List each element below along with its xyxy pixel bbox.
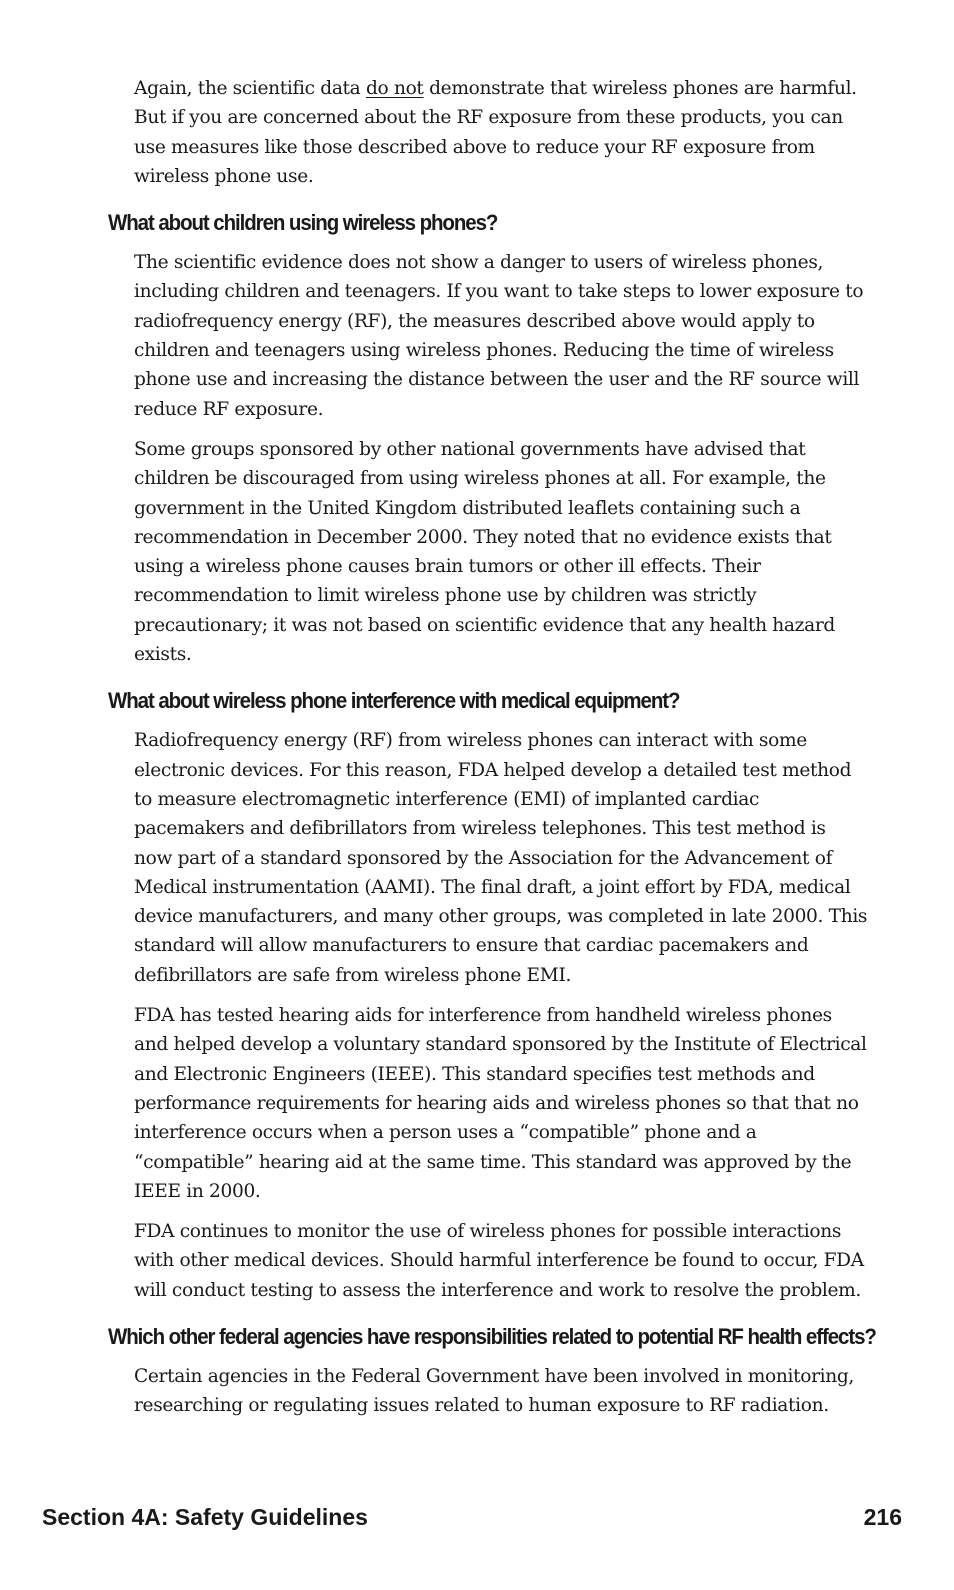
- medical-paragraph-1: Radiofrequency energy (RF) from wireless phones can interact with some electronic devices. For this reason, FDA helped develop a detailed test method to measure electromagnetic interference (EMI) of implanted cardiac pacemakers and defibrillators from wireless telephones. This test method is now part of a standard sponsored by the Association for the Advancement of Medical instrumentation (AAMI). The final draft, a joint effort by FDA, medical device manufacturers, and many other groups, was completed in late 2000. This standard will allow manufacturers to ensure that cardiac pacemakers and defibrillators are safe from wireless phone EMI.: [134, 730, 868, 986]
- agencies-paragraph-1: Certain agencies in the Federal Government have been involved in monitoring, researching or regulating issues related to human exposure to RF radiation.: [134, 1365, 854, 1417]
- intro-emphasis: do not: [365, 78, 424, 99]
- page-body: [108, 74, 876, 1432]
- children-paragraph-2: Some groups sponsored by other national governments have advised that children be discouraged from using wireless phones at all. For example, the government in the United Kingdom distributed leaflets containing such a recommendation in December 2000. They noted that no evidence exists that using a wireless phone causes brain tumors or other ill effects. Their recommendation to limit wireless phone use by children was strictly precautionary; it was not based on scientific evidence that any health hazard exists.: [134, 438, 835, 666]
- medical-paragraph-2: FDA has tested hearing aids for interference from handheld wireless phones and helped develop a voluntary standard sponsored by the Institute of Electrical and Electronic Engineers (IEEE). This standard specifies test methods and performance requirements for hearing aids and wireless phones so that that no interference occurs when a person uses a “compatible” phone and a “compatible” hearing aid at the same time. This standard was approved by the IEEE in 2000.: [134, 1005, 867, 1202]
- section-heading-children: What about children using wireless phones?: [108, 210, 498, 236]
- page-footer: [42, 1500, 902, 1534]
- intro-text-before: Again, the scientific data: [134, 78, 366, 99]
- footer-section-title: Section 4A: Safety Guidelines: [42, 1504, 368, 1530]
- section-heading-federal-agencies: Which other federal agencies have responsibilities related to potential RF health effects?: [108, 1323, 876, 1349]
- intro-text-after: demonstrate that wireless phones are harmful. But if you are concerned about the RF exposure from these products, you can use measures like those described above to reduce your RF exposure from wireless phone use.: [134, 78, 857, 187]
- footer-page-number: 216: [863, 1504, 902, 1530]
- medical-paragraph-3: FDA continues to monitor the use of wireless phones for possible interactions with other medical devices. Should harmful interference be found to occur, FDA will conduct testing to assess the interference and work to resolve the problem.: [134, 1221, 864, 1301]
- section-heading-medical-equipment: What about wireless phone interference with medical equipment?: [108, 688, 680, 714]
- intro-paragraph: [134, 74, 868, 191]
- children-paragraph-1: The scientific evidence does not show a danger to users of wireless phones, including children and teenagers. If you want to take steps to lower exposure to radiofrequency energy (RF), the measures described above would apply to children and teenagers using wireless phones. Reducing the time of wireless phone use and increasing the distance between the user and the RF source will reduce RF exposure.: [134, 252, 864, 420]
